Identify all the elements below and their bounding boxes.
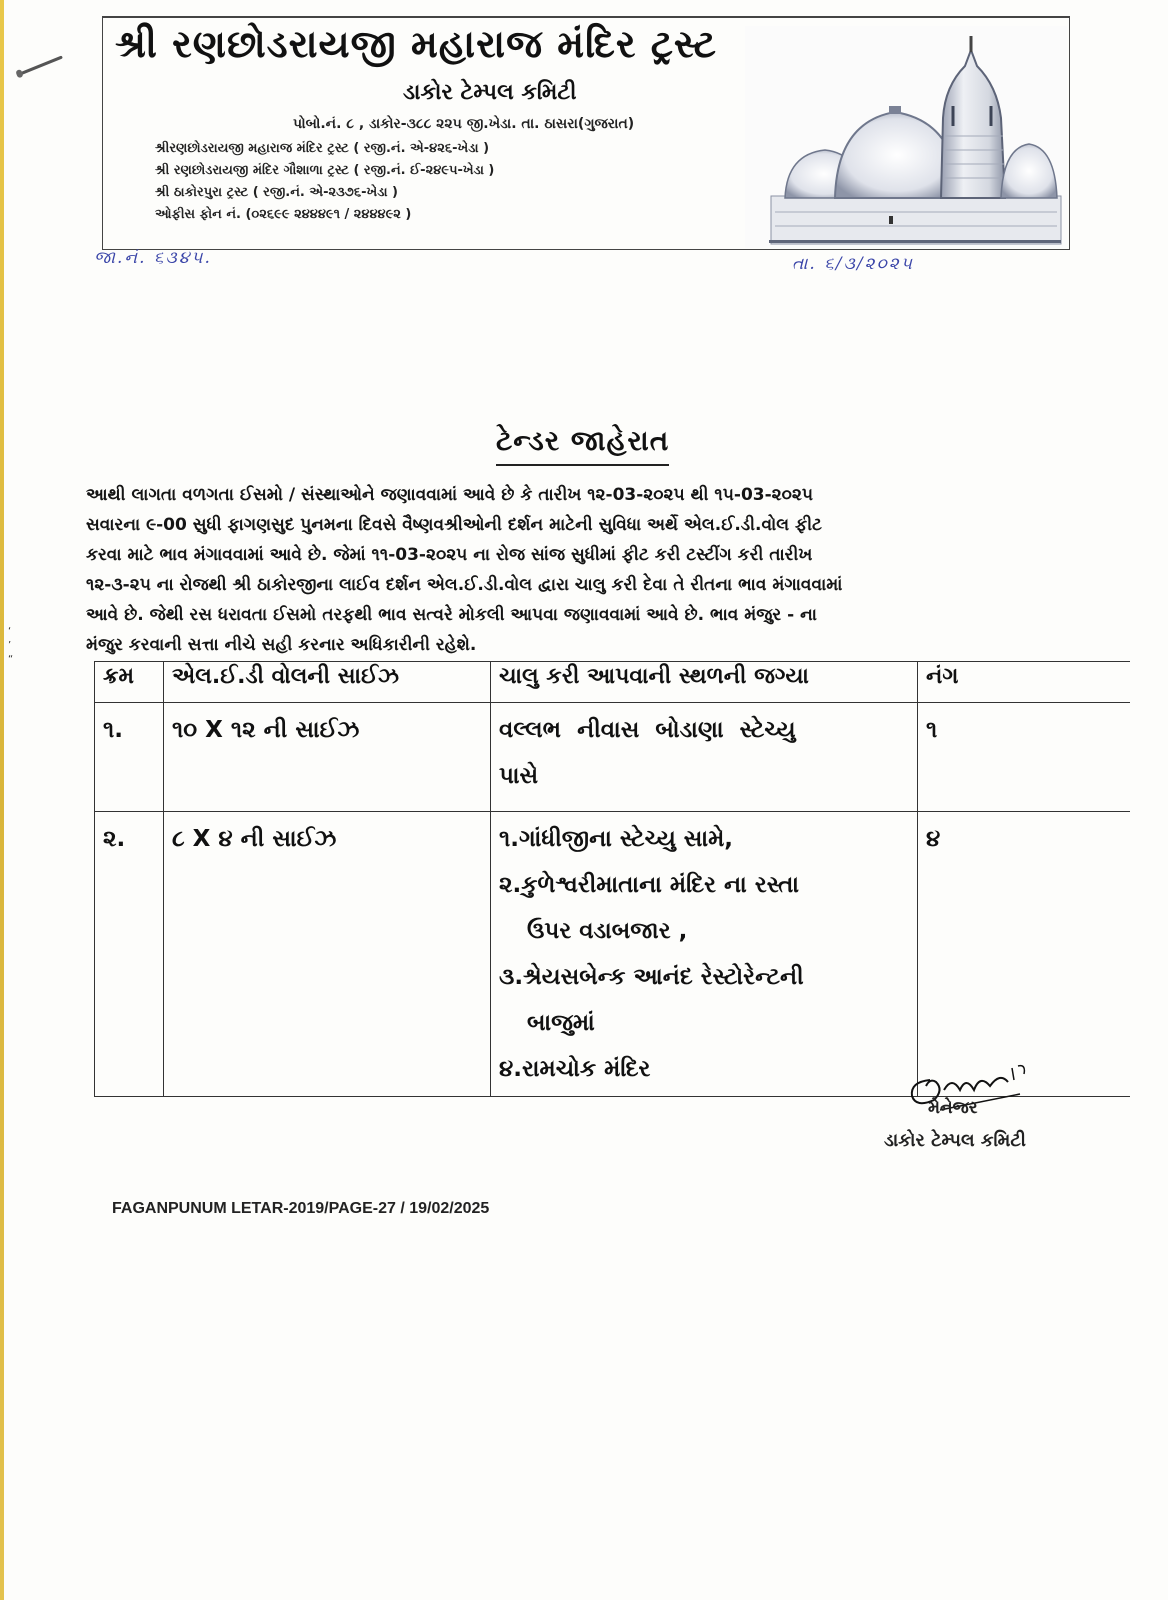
notice-title: ટેન્ડર જાહેરાત xyxy=(496,424,669,466)
document-reference: FAGANPUNUM LETAR-2019/PAGE-27 / 19/02/2025 xyxy=(112,1200,490,1217)
temple-illustration xyxy=(745,26,1067,248)
location-line: ૨.કુળેશ્વરીમાતાના મંદિર ના રસ્તા xyxy=(499,872,799,898)
cell-quantity: ૧ xyxy=(918,703,1131,812)
notice-line: ૧૨-૩-૨૫ ના રોજથી શ્રી ઠાકોરજીના લાઈવ દર્શન એલ.ઈ.ડી.વોલ દ્વારા ચાલુ કરી દેવા તે રીતના ભાવ મંગાવવામાં xyxy=(86,575,843,595)
signatory-role: મેનેજર xyxy=(928,1098,978,1118)
cell-serial: ૧. xyxy=(95,703,164,812)
letterhead xyxy=(102,16,1070,250)
trust-registrations xyxy=(155,138,494,226)
location-line: ૧.ગાંધીજીના સ્ટેચ્યુ સામે, xyxy=(499,826,734,852)
header-quantity: નંગ xyxy=(918,662,1131,703)
header-location: ચાલુ કરી આપવાની સ્થળની જગ્યા xyxy=(491,662,918,703)
cell-quantity: ૪ xyxy=(918,812,1131,1097)
manager-signature xyxy=(900,1060,1060,1120)
committee-name: ડાકોર ટેમ્પલ કમિટી xyxy=(403,80,577,105)
cell-location xyxy=(491,703,918,812)
notice-line: કરવા માટે ભાવ મંગાવવામાં આવે છે. જેમાં ૧૧-03-૨૦૨૫ ના રોજ સાંજ સુધીમાં ફીટ કરી ટસ્ટીંગ કરી તારીખ xyxy=(86,545,813,565)
location-line: ૩.શ્રેયસબેન્ક આનંદ રેસ્ટોરેન્ટની xyxy=(499,964,804,990)
table-header-row xyxy=(95,662,1131,703)
location-line: પાસે xyxy=(499,763,539,789)
table-row xyxy=(95,703,1131,812)
trust-name: શ્રી રણછોડરાયજી મહારાજ મંદિર ટ્રસ્ટ xyxy=(115,22,717,66)
cell-led-size: ૮ X ૪ ની સાઈઝ xyxy=(164,812,491,1097)
trust-registration-line: શ્રી રણછોડરાયજી મંદિર ગૌશાળા ટ્રસ્ટ ( રજી.નં. ઈ-૨૪૯૫-ખેડા ) xyxy=(155,163,495,178)
location-line: બાજુમાં xyxy=(527,1010,595,1036)
header-led-size: એલ.ઈ.ડી વોલની સાઈઝ xyxy=(164,662,491,703)
location-line: વલ્લભ નીવાસ બોડાણા સ્ટેચ્યુ xyxy=(499,717,796,743)
notice-line: સવારના ૯-00 સુધી ફાગણસુદ પુનમના દિવસે વૈષ્ણવશ્રીઓની દર્શન માટેની સુવિધા અર્થે એલ.ઈ.ડી.વોલ ફીટ xyxy=(86,515,822,535)
header-serial: ક્રમ xyxy=(95,662,164,703)
cell-led-size: ૧૦ X ૧૨ ની સાઈઝ xyxy=(164,703,491,812)
trust-address: પોબો.નં. ૮ , ડાકોર-૩૮૮ ૨૨૫ જી.ખેડા. તા. ઠાસરા(ગુજરાત) xyxy=(293,116,635,132)
trust-registration-line: શ્રી ઠાકોરપુરા ટ્રસ્ટ ( રજી.નં. એ-૨૩૭૬-ખેડા ) xyxy=(155,185,398,200)
handwritten-date: તા. ૬/૩/૨૦૨૫ xyxy=(792,254,914,274)
signatory-organization: ડાકોર ટેમ્પલ કમિટી xyxy=(884,1130,1026,1151)
location-line: ૪.રામચોક મંદિર xyxy=(499,1056,651,1082)
notice-line: આવે છે. જેથી રસ ધરાવતા ઈસમો તરફથી ભાવ સત્વરે મોકલી આપવા જણાવવામાં આવે છે. ભાવ મંજુર - ના xyxy=(86,605,817,625)
trust-registration-line: શ્રીરણછોડરાયજી મહારાજ મંદિર ટ્રસ્ટ ( રજી.નં. એ-૪૨૬-ખેડા ) xyxy=(155,141,490,156)
notice-body xyxy=(86,480,1110,660)
cell-serial: ૨. xyxy=(95,812,164,1097)
paper-edge xyxy=(0,0,4,1600)
office-phone: ઓફીસ ફોન નં. (૦૨૬૯૯ ૨૪૪૪૯૧ / ૨૪૪૪૯૨ ) xyxy=(155,207,412,222)
handwritten-reference-number: જા.નં. ૬૩૪૫. xyxy=(94,248,212,268)
table-row xyxy=(95,812,1131,1097)
cell-location xyxy=(491,812,918,1097)
led-wall-table xyxy=(94,661,1130,1097)
notice-line: આથી લાગતા વળગતા ઈસમો / સંસ્થાઓને જણાવવામાં આવે છે કે તારીખ ૧૨-03-૨૦૨૫ થી ૧૫-03-૨૦૨૫ xyxy=(86,485,814,505)
location-line: ઉપર વડાબજાર , xyxy=(527,918,688,944)
staple-pin xyxy=(19,55,63,75)
notice-line: મંજુર કરવાની સત્તા નીચે સહી કરનાર અધિકારીની રહેશે. xyxy=(86,635,477,655)
scan-marks: ‘ ’ “ xyxy=(8,626,14,665)
